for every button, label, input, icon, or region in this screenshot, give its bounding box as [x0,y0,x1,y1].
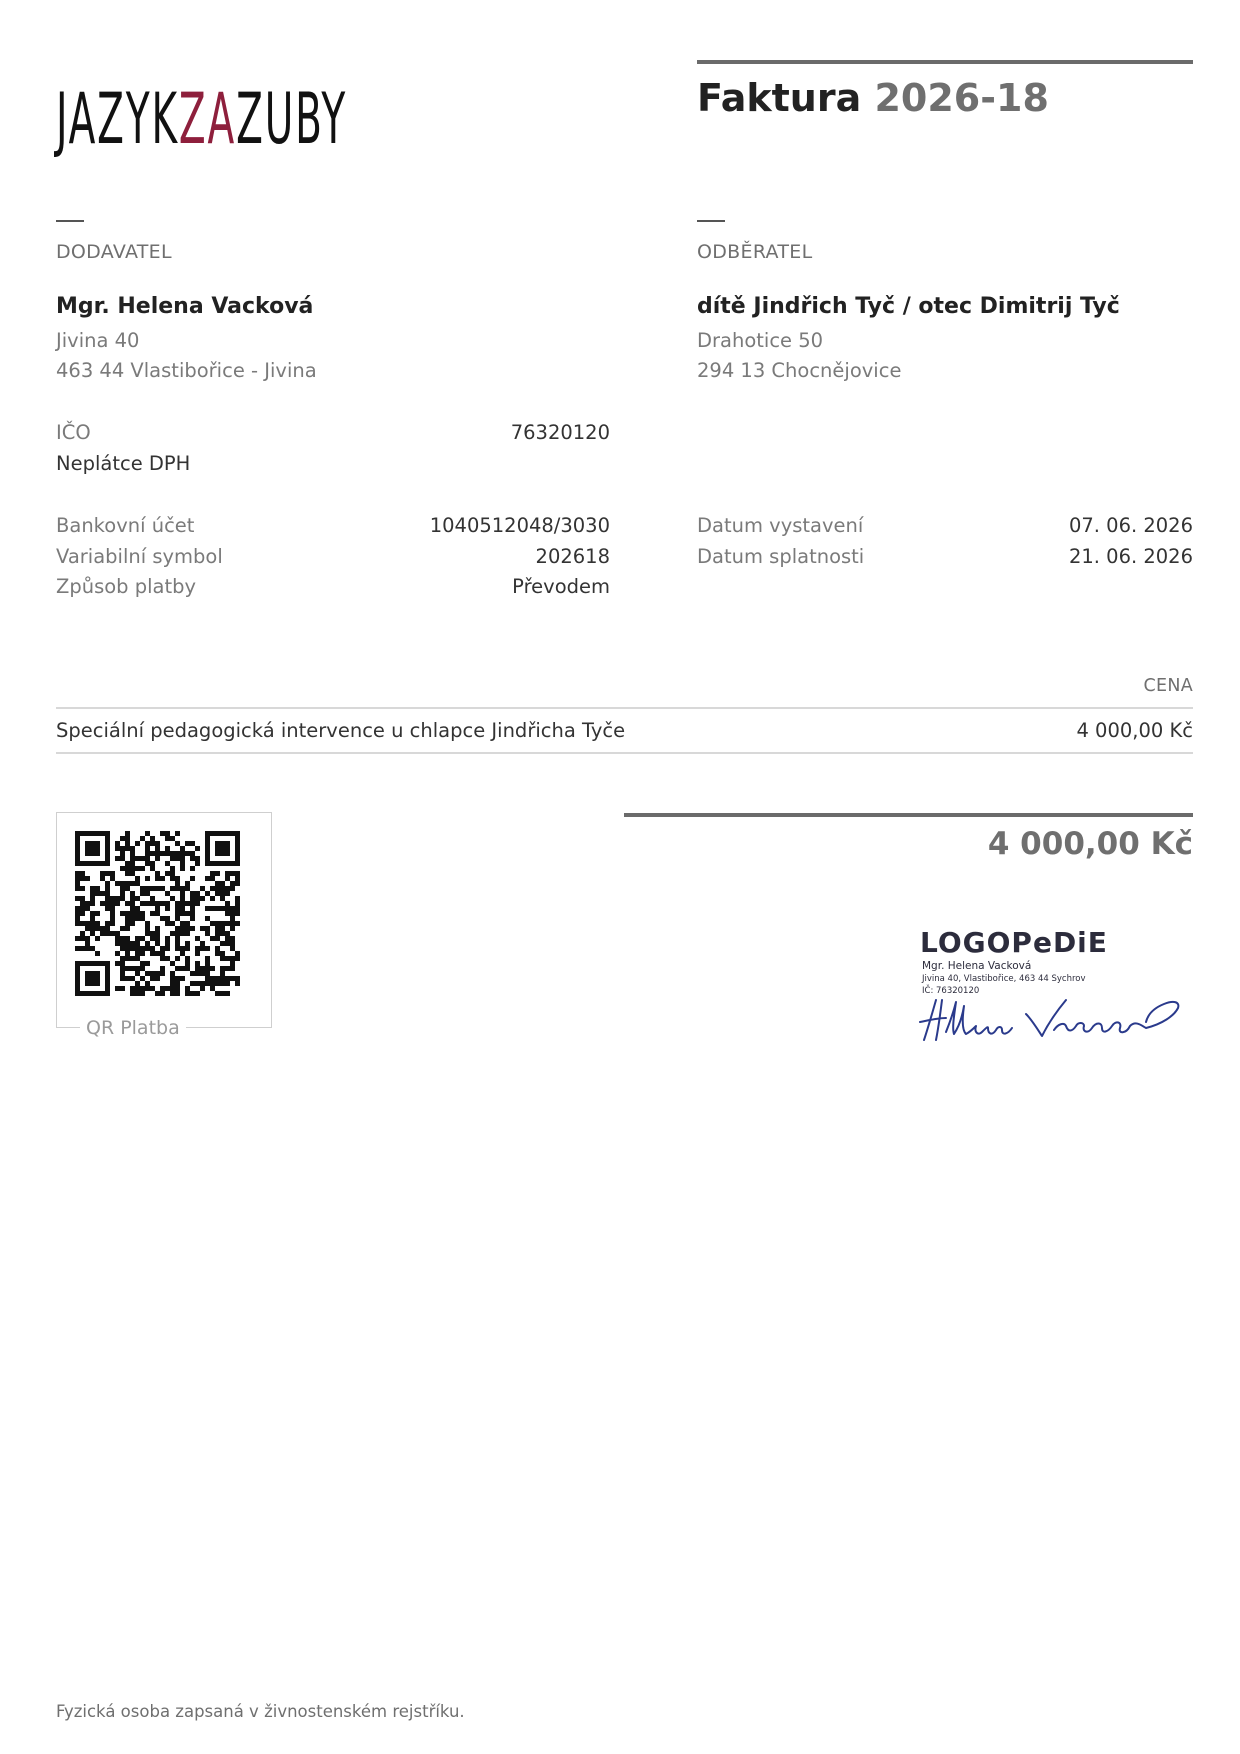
logo-part-1: JAZYK [56,78,179,160]
company-logo [56,78,348,160]
table-top-rule [56,707,1193,709]
stamp-signature [916,926,1192,1046]
price-column-header: CENA [1143,676,1193,696]
title-rule [697,60,1193,64]
logo-part-3: ZUBY [236,78,348,160]
issue-date-value: 07. 06. 2026 [1068,514,1193,537]
customer-dash [697,220,725,222]
footer-note: Fyzická osoba zapsaná v živnostenském rejstříku. [56,1702,465,1721]
variable-symbol-value: 202618 [535,545,610,568]
variable-symbol-label: Variabilní symbol [56,545,223,568]
invoice-title-word: Faktura [697,76,862,120]
stamp-line-3: IČ: 76320120 [922,986,980,996]
bank-account-value: 1040512048/3030 [429,514,610,537]
qr-payment-box [56,812,272,1028]
total-rule [624,813,1193,817]
qr-code [57,813,271,1027]
invoice-total: 4 000,00 Kč [987,826,1193,862]
customer-name: dítě Jindřich Tyč / otec Dimitrij Tyč [697,294,1120,319]
supplier-dash [56,220,84,222]
supplier-name: Mgr. Helena Vacková [56,294,314,319]
customer-label: ODBĚRATEL [697,241,813,263]
invoice-number: 2026-18 [874,76,1049,120]
stamp-line-1: Mgr. Helena Vacková [922,960,1032,972]
handwritten-signature [916,988,1192,1046]
supplier-address-line2: 463 44 Vlastibořice - Jivina [56,359,317,382]
stamp-line-2: Jivina 40, Vlastibořice, 463 44 Sychrov [922,974,1086,984]
table-bottom-rule [56,752,1193,754]
qr-label: QR Platba [80,1017,186,1039]
customer-address-line2: 294 13 Chocnějovice [697,359,902,382]
ico-value: 76320120 [510,421,610,444]
logo-part-2: ZA [178,78,237,160]
issue-date-label: Datum vystavení [697,514,864,537]
supplier-label: DODAVATEL [56,241,172,263]
customer-address-line1: Drahotice 50 [697,329,824,352]
payment-method-label: Způsob platby [56,575,197,598]
item-price: 4 000,00 Kč [1076,719,1193,742]
due-date-value: 21. 06. 2026 [1068,545,1193,568]
supplier-address-line1: Jivina 40 [56,329,140,352]
payment-method-value: Převodem [512,575,610,598]
ico-label: IČO [56,421,91,444]
due-date-label: Datum splatnosti [697,545,865,568]
stamp-title: LOGOPeDiE [920,926,1108,959]
vat-status: Neplátce DPH [56,452,191,475]
invoice-title [697,76,1049,120]
item-description: Speciální pedagogická intervence u chlapce Jindřicha Tyče [56,719,626,742]
bank-account-label: Bankovní účet [56,514,195,537]
